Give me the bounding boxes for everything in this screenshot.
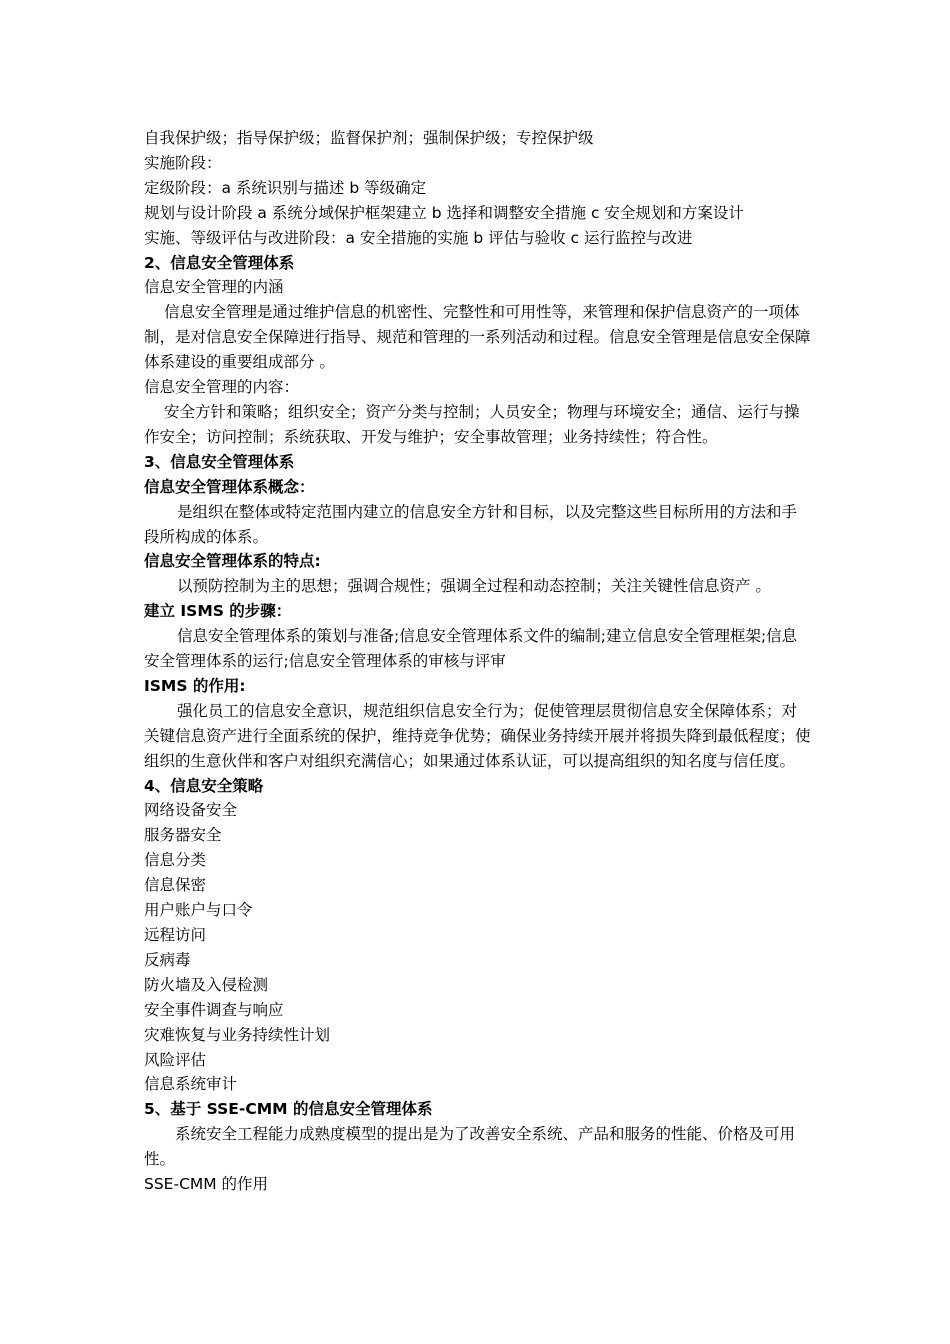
text-line: 规划与设计阶段 a 系统分域保护框架建立 b 选择和调整安全措施 c 安全规划和方案设计 <box>144 203 744 222</box>
paragraph: 安全方针和策略；组织安全；资产分类与控制；人员安全；物理与环境安全；通信、运行与操作安全；访问控制；系统获取、开发与维护；安全事故管理；业务持续性；符合性。 <box>144 402 800 446</box>
text-line: 自我保护级；指导保护级；监督保护剂；强制保护级；专控保护级 <box>144 129 594 147</box>
subheading: 建立 ISMS 的步骤： <box>144 602 292 621</box>
subheading: 信息安全管理体系概念： <box>144 477 315 496</box>
text-line: 实施阶段： <box>144 153 222 172</box>
section-heading: 3、信息安全管理体系 <box>144 452 295 471</box>
subheading: 信息安全管理的内容： <box>144 378 300 397</box>
text-line: 实施、等级评估与改进阶段：a 安全措施的实施 b 评估与验收 c 运行监控与改进 <box>144 228 693 247</box>
list-item: 网络设备安全 <box>144 801 238 820</box>
list-item: 防火墙及入侵检测 <box>144 975 269 994</box>
subheading: 信息安全管理的内涵 <box>144 278 284 297</box>
list-item: 安全事件调查与响应 <box>144 1000 284 1019</box>
paragraph: 以预防控制为主的思想；强调合规性；强调全过程和动态控制；关注关键性信息资产 。 <box>177 577 771 596</box>
section-heading: 4、信息安全策略 <box>144 776 264 795</box>
list-item: 反病毒 <box>144 950 191 969</box>
list-item: 远程访问 <box>144 926 207 944</box>
paragraph: 系统安全工程能力成熟度模型的提出是为了改善安全系统、产品和服务的性能、价格及可用性。 <box>144 1125 796 1169</box>
paragraph: 信息安全管理是通过维护信息的机密性、完整性和可用性等，来管理和保护信息资产的一项体制，是对信息安全保障进行指导、规范和管理的一系列活动和过程。信息安全管理是信息安全保障体系建设的重要组成部分 。 <box>144 303 811 372</box>
paragraph: 强化员工的信息安全意识，规范组织信息安全行为；促使管理层贯彻信息安全保障体系；对关键信息资产进行全面系统的保护，维持竞争优势；确保业务持续开展并将损失降到最低程度；使组织的生意伙伴和客户对组织充满信心；如果通过体系认证，可以提高组织的知名度与信任度。 <box>144 701 811 770</box>
paragraph: 是组织在整体或特定范围内建立的信息安全方针和目标，以及完整这些目标所用的方法和手段所构成的体系。 <box>144 502 798 546</box>
list-item: 灾难恢复与业务持续性计划 <box>144 1025 331 1044</box>
document-body <box>144 126 812 1197</box>
subheading: 信息安全管理体系的特点: <box>144 552 321 571</box>
section-heading: 5、基于 SSE-CMM 的信息安全管理体系 <box>144 1100 433 1119</box>
text-line: 定级阶段：a 系统识别与描述 b 等级确定 <box>144 178 427 197</box>
list-item: 服务器安全 <box>144 826 222 845</box>
subheading: ISMS 的作用: <box>144 676 246 695</box>
list-item: 信息系统审计 <box>144 1075 238 1094</box>
list-item: 风险评估 <box>144 1050 207 1069</box>
list-item: 用户账户与口令 <box>144 901 253 920</box>
list-item: 信息分类 <box>144 851 207 870</box>
subheading: SSE-CMM 的作用 <box>144 1175 269 1194</box>
list-item: 信息保密 <box>144 876 207 895</box>
section-heading: 2、信息安全管理体系 <box>144 253 295 272</box>
paragraph: 信息安全管理体系的策划与准备;信息安全管理体系文件的编制;建立信息安全管理框架;信息安全管理体系的运行;信息安全管理体系的审核与评审 <box>144 627 798 671</box>
